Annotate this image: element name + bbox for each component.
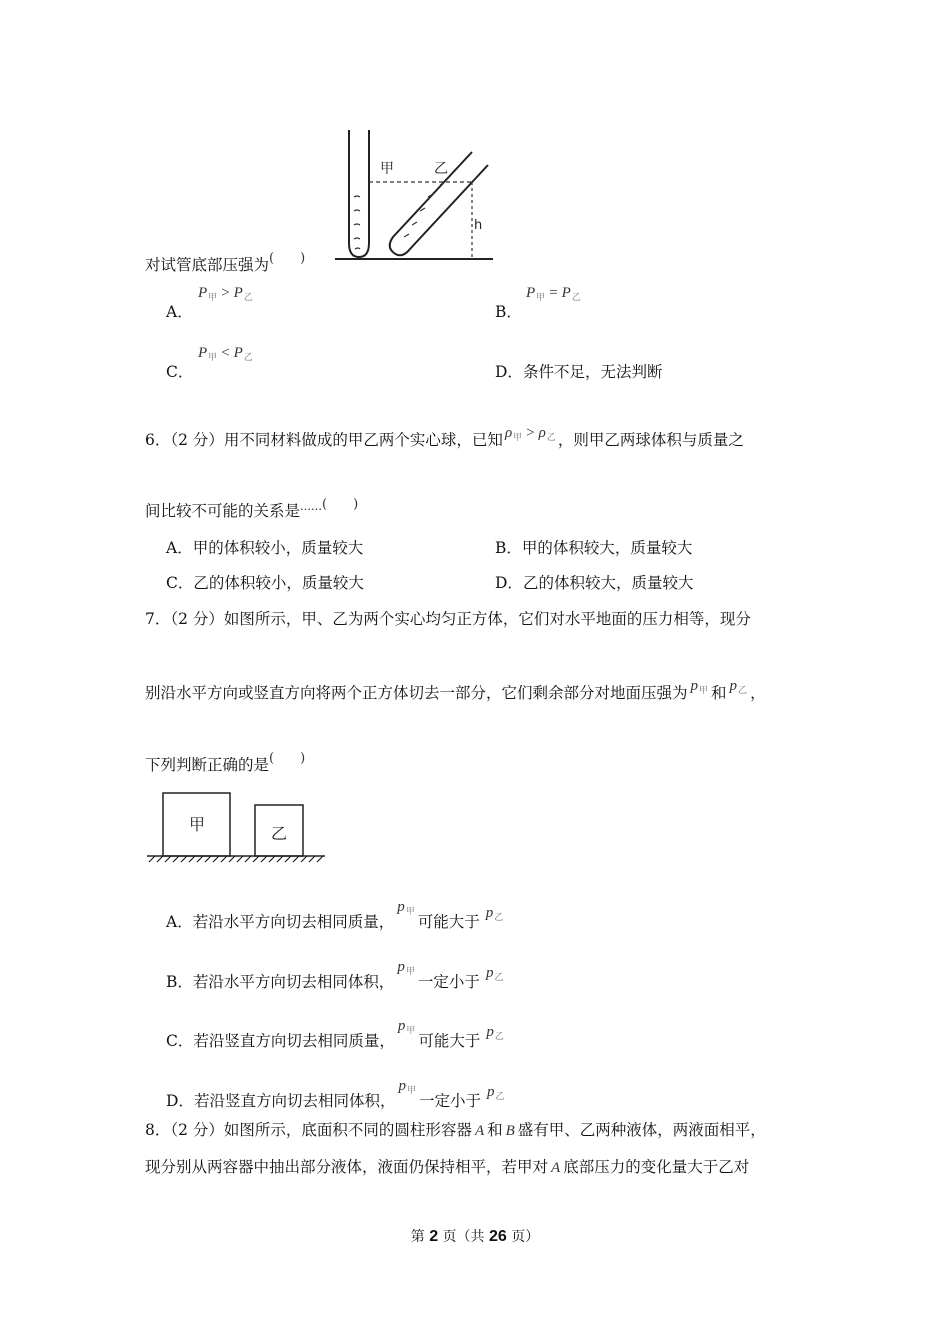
q7-option-c: C．若沿竖直方向切去相同质量，$p_甲$可能大于 $p_乙$ (166, 1018, 504, 1050)
q5-option-c (166, 362, 193, 382)
q6-option-a: A．甲的体积较小，质量较大 (166, 539, 364, 557)
q7-stem-line1: 7．（2 分）如图所示，甲、乙为两个实心均匀正方体，它们对水平地面的压力相等，现分 (145, 610, 751, 628)
q7-option-a: A．若沿水平方向切去相同质量，$p_甲$可能大于 $p_乙$ (166, 899, 504, 931)
q6-rho-formula: $\rho_甲 > \rho_乙$ (504, 425, 556, 442)
label-h: h (474, 218, 483, 233)
q6-stem-line1 (145, 423, 744, 450)
q5-option-c-formula: $P_甲 < P_乙$ (198, 345, 253, 362)
q6-option-b: B．甲的体积较大，质量较大 (495, 539, 693, 557)
option-letter: B． (495, 303, 522, 321)
q6-paren: ( ) (322, 497, 359, 512)
q8-stem-line1: 8．（2 分）如图所示，底面积不同的圆柱形容器 A 和 B 盛有甲、乙两种液体，两液面相平， (145, 1121, 766, 1139)
q5-option-d (495, 362, 662, 382)
q7-stem-line2: 别沿水平方向或竖直方向将两个正方体切去一部分，它们剩余部分对地面压强为 $p_甲$ 和 $p_乙$ ， (145, 678, 766, 702)
question-text: ，则甲乙两球体积与质量之 (557, 431, 744, 449)
q7-option-d: D．若沿竖直方向切去相同体积，$p_甲$一定小于 $p_乙$ (166, 1078, 505, 1110)
ground-hatching (149, 856, 323, 862)
q6-stem-line2 (145, 495, 358, 521)
cube-yi-label: 乙 (271, 824, 288, 843)
question-text: 间比较不可能的关系是 (145, 502, 301, 520)
q7-stem-line3: 下列判断正确的是( ) (145, 751, 306, 774)
q8-stem-line2: 现分别从两容器中抽出部分液体，液面仍保持相平，若甲对 A 底部压力的变化量大于乙对 (145, 1158, 750, 1176)
q6-option-d: D．乙的体积较大，质量较大 (495, 574, 694, 592)
q6-option-c: C．乙的体积较小，质量较大 (166, 574, 364, 592)
test-tubes-figure (330, 125, 500, 267)
question-number: 6． (145, 431, 171, 449)
liquid-marks-yi (404, 182, 445, 237)
q5-option-b-formula: $P_甲 = P_乙$ (526, 285, 581, 302)
question-score: （2 分） (170, 431, 224, 449)
option-letter: D． (495, 363, 523, 381)
option-letter: A． (166, 303, 193, 321)
q5-stem-tail (145, 249, 305, 275)
page-number: 2 (429, 1228, 439, 1245)
q5-stem-text: 对试管底部压强为 (145, 256, 270, 274)
page-footer: 第 2 页（共 26 页） (410, 1228, 540, 1245)
question-text: 用不同材料做成的甲乙两个实心球，已知 (223, 431, 503, 449)
option-text: 条件不足，无法判断 (522, 363, 663, 381)
label-yi: 乙 (434, 161, 448, 177)
q5-option-a-formula: $P_甲 > P_乙$ (198, 285, 253, 302)
label-jia: 甲 (380, 161, 394, 177)
q7-option-b: B．若沿水平方向切去相同体积，$p_甲$一定小于 $p_乙$ (166, 959, 504, 991)
total-pages: 26 (489, 1228, 507, 1245)
q5-option-b (495, 302, 522, 322)
option-letter: C． (166, 363, 194, 381)
cubes-figure (145, 790, 330, 865)
q5-paren: ( ) (269, 251, 306, 266)
q5-option-a (166, 302, 193, 322)
cube-jia-label: 甲 (189, 815, 206, 834)
q6-dots: …… (300, 500, 323, 513)
liquid-marks-jia (354, 196, 360, 249)
